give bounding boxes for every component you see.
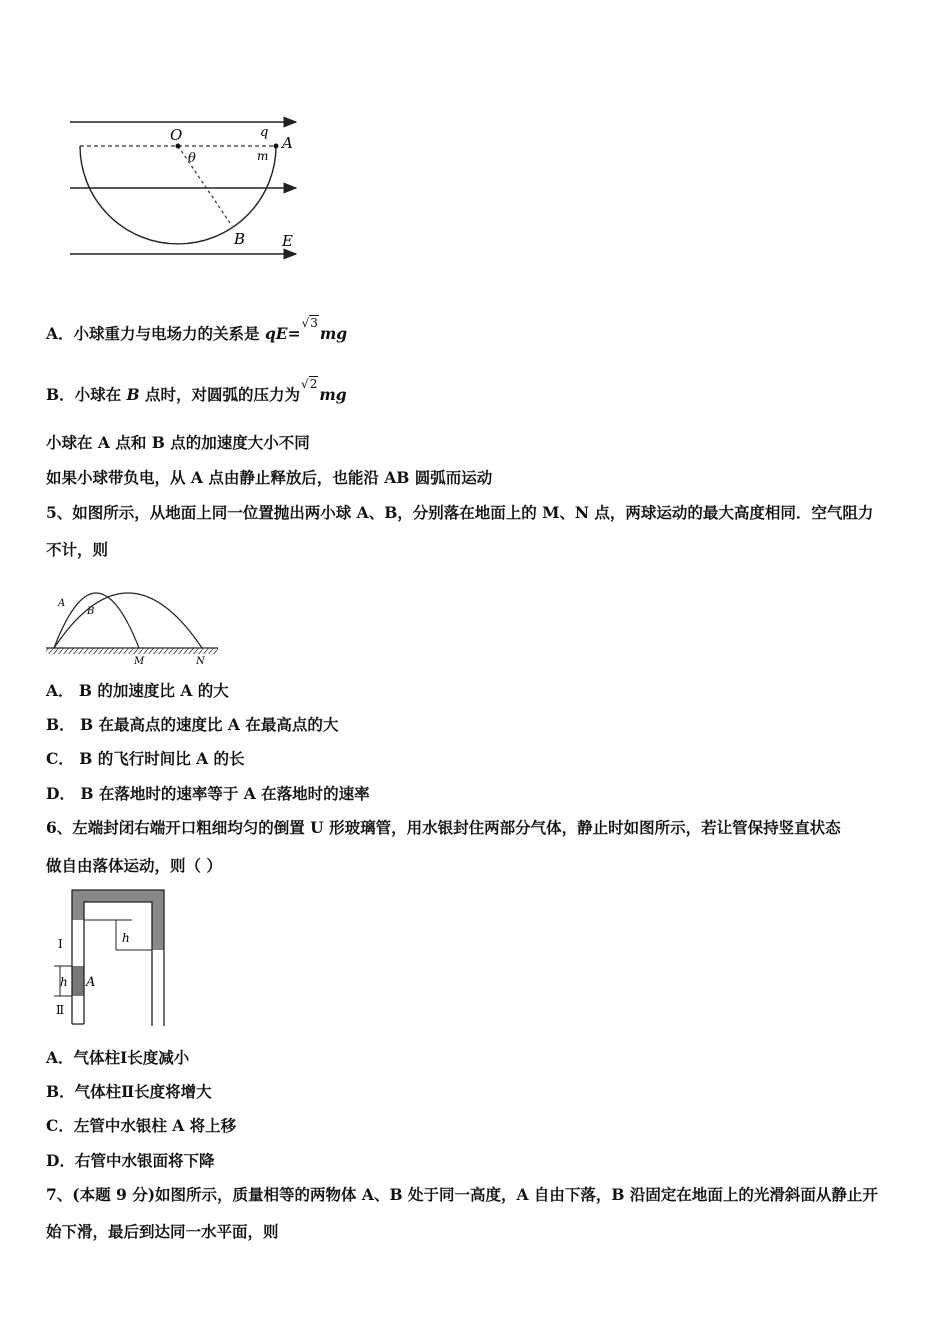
trajectory-b: [54, 593, 202, 648]
q4-option-c: 小球在 A 点和 B 点的加速度大小不同: [46, 433, 310, 452]
q4-figure: [60, 108, 310, 268]
label-m: M: [134, 656, 145, 667]
ground-hatch: [46, 648, 218, 654]
q6-option-a: A．气体柱Ⅰ长度减小: [46, 1048, 190, 1067]
q5-option-d: D． B 在落地时的速率等于 A 在落地时的速率: [46, 784, 370, 803]
q5-option-b: B． B 在最高点的速度比 A 在最高点的大: [46, 715, 339, 734]
label-b: B: [234, 230, 246, 248]
mercury-column-a: [72, 966, 84, 996]
q4-option-d: 如果小球带负电，从 A 点由静止释放后，也能沿 AB 圆弧而运动: [46, 468, 493, 487]
q7-stem-line2: 始下滑，最后到达同一水平面，则: [46, 1222, 279, 1241]
sqrt-2: √2: [301, 377, 318, 391]
q6-option-c: C．左管中水银柱 A 将上移: [46, 1116, 237, 1135]
q7-stem-line1: 7、(本题 9 分)如图所示，质量相等的两物体 A、B 处于同一高度，A 自由下落，B 沿固定在地面上的光滑斜面从静止开: [46, 1185, 878, 1204]
tube-outer: [72, 890, 164, 1026]
label-h2: h: [60, 975, 68, 989]
q6-stem-line2: 做自由落体运动，则（ ）: [46, 856, 222, 875]
sqrt-3: √3: [301, 316, 318, 330]
semicircle-arc: [80, 146, 276, 244]
q5-figure: [42, 578, 222, 668]
q6-stem-line1: 6、左端封闭右端开口粗细均匀的倒置 U 形玻璃管，用水银封住两部分气体，静止时如图所示，若让管保持竖直状态: [46, 818, 841, 837]
label-gas-i: Ⅰ: [58, 937, 63, 951]
label-m: m: [257, 149, 269, 163]
q4-option-b: B．小球在 B 点时，对圆弧的压力为√2mg: [46, 385, 347, 406]
radius-ob-dashed: [178, 146, 232, 226]
tube-inner: [84, 902, 152, 1026]
label-e: E: [282, 232, 293, 250]
q6-option-d: D．右管中水银面将下降: [46, 1151, 215, 1170]
point-a: [274, 144, 279, 149]
label-b: B: [87, 606, 95, 617]
label-h1: h: [122, 931, 130, 945]
label-a: A: [282, 134, 293, 152]
q5-option-c: C． B 的飞行时间比 A 的长: [46, 749, 245, 768]
q6-option-b: B．气体柱Ⅱ长度将增大: [46, 1082, 212, 1101]
label-n: N: [196, 656, 205, 667]
label-a: A: [86, 975, 96, 990]
label-q: q: [260, 125, 269, 140]
label-gas-ii: Ⅱ: [56, 1003, 65, 1017]
label-a: A: [58, 598, 66, 609]
label-theta: θ: [188, 151, 196, 166]
label-o: O: [170, 126, 183, 144]
q4-option-a: A．小球重力与电场力的关系是 qE=√3mg: [46, 324, 347, 345]
center-point-o: [176, 144, 181, 149]
q5-stem-line1: 5、如图所示，从地面上同一位置抛出两小球 A、B，分别落在地面上的 M、N 点，两球运动的最大高度相同．空气阻力: [46, 503, 874, 522]
trajectory-a: [54, 593, 139, 648]
q5-stem-line2: 不计，则: [46, 540, 109, 559]
q5-option-a: A． B 的加速度比 A 的大: [46, 681, 229, 700]
q6-figure: [42, 884, 182, 1032]
